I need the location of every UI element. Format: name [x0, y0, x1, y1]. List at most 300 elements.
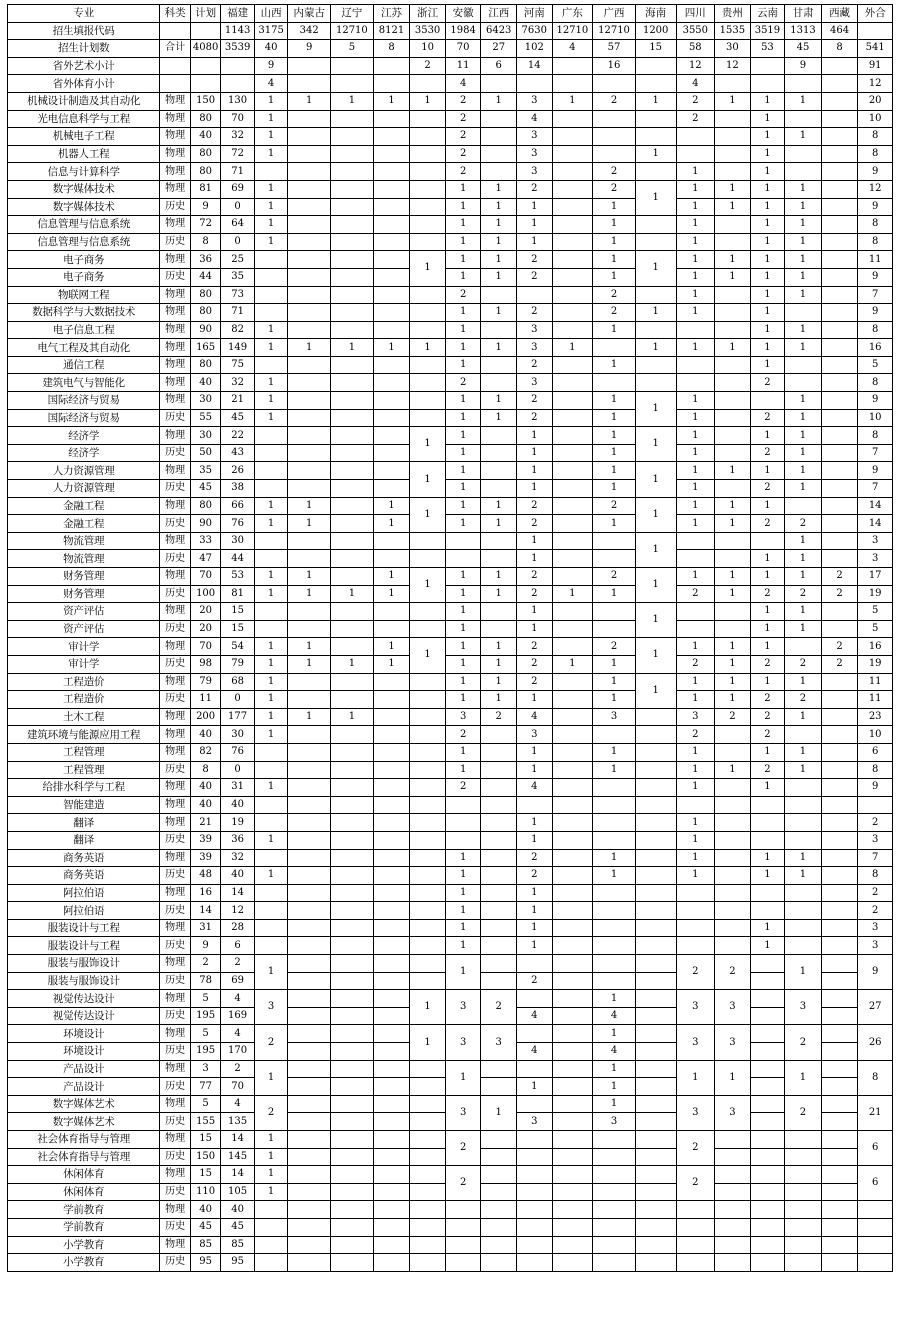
cell-neimenggu [288, 251, 331, 269]
cell-plan: 8 [190, 233, 220, 251]
merged-cell-shanxi: 3 [254, 990, 288, 1025]
table-row [8, 251, 893, 269]
cell-gansu: 1 [785, 92, 822, 110]
cell-major: 光电信息科学与工程 [8, 110, 160, 128]
cell-henan: 14 [516, 57, 552, 75]
cell-xizang [821, 110, 858, 128]
cell-subject: 历史 [160, 1254, 190, 1272]
cell-fujian: 68 [221, 673, 255, 691]
cell-guizhou [715, 216, 751, 234]
cell-plan: 31 [190, 919, 220, 937]
cell-shanxi [254, 1218, 288, 1236]
cell-sichuan: 2 [676, 110, 715, 128]
cell-jiangsu [373, 603, 410, 621]
cell-hainan [635, 1166, 676, 1184]
cell-guangxi [593, 75, 636, 93]
cell-plan: 40 [190, 128, 220, 146]
cell-guangdong [552, 990, 593, 1008]
cell-guangdong [552, 216, 593, 234]
cell-subject: 物理 [160, 1025, 190, 1043]
cell-yunnan: 1 [750, 620, 785, 638]
cell-xizang: 8 [821, 40, 858, 58]
merged-cell-zhejiang: 1 [410, 462, 446, 497]
cell-liaoning [331, 849, 374, 867]
cell-sichuan [676, 356, 715, 374]
cell-major: 翻译 [8, 831, 160, 849]
cell-fujian: 6 [221, 937, 255, 955]
cell-neimenggu [288, 849, 331, 867]
cell-shanxi: 1 [254, 497, 288, 515]
table-row [8, 761, 893, 779]
cell-fujian: 14 [221, 884, 255, 902]
cell-plan: 39 [190, 831, 220, 849]
cell-henan: 1 [516, 480, 552, 498]
cell-guangdong [552, 919, 593, 937]
cell-subject: 历史 [160, 1043, 190, 1061]
cell-guangdong [552, 1166, 593, 1184]
cell-zhejiang [410, 75, 446, 93]
cell-xizang [821, 796, 858, 814]
cell-fujian: 145 [221, 1148, 255, 1166]
cell-liaoning [331, 814, 374, 832]
cell-yunnan: 1 [750, 286, 785, 304]
merged-cell-hainan: 1 [635, 568, 676, 603]
cell-sichuan: 4 [676, 75, 715, 93]
cell-hainan [635, 884, 676, 902]
cell-neimenggu [288, 779, 331, 797]
cell-sichuan: 1 [676, 497, 715, 515]
cell-liaoning [331, 1078, 374, 1096]
cell-external: 10 [858, 110, 893, 128]
cell-shanxi: 1 [254, 638, 288, 656]
merged-cell-external: 9 [858, 955, 893, 990]
cell-yunnan [750, 1113, 785, 1131]
cell-guangdong [552, 145, 593, 163]
cell-external: 91 [858, 57, 893, 75]
cell-yunnan: 1 [750, 321, 785, 339]
cell-hainan [635, 1025, 676, 1043]
cell-guizhou: 1 [715, 462, 751, 480]
cell-neimenggu: 1 [288, 585, 331, 603]
cell-major: 机械设计制造及其自动化 [8, 92, 160, 110]
merged-cell-external: 27 [858, 990, 893, 1025]
cell-external: 16 [858, 638, 893, 656]
cell-subject: 历史 [160, 620, 190, 638]
cell-external: 23 [858, 708, 893, 726]
col-header-henan: 河南 [516, 5, 552, 23]
cell-hainan [635, 216, 676, 234]
cell-sichuan: 1 [676, 831, 715, 849]
cell-external: 8 [858, 427, 893, 445]
cell-major: 工程管理 [8, 761, 160, 779]
cell-jiangsu [373, 1218, 410, 1236]
cell-anhui [445, 1201, 481, 1219]
table-row [8, 163, 893, 181]
cell-jiangsu [373, 1201, 410, 1219]
cell-guangdong [552, 867, 593, 885]
cell-sichuan [676, 550, 715, 568]
cell-xizang [821, 128, 858, 146]
cell-shanxi [254, 937, 288, 955]
cell-anhui [445, 814, 481, 832]
cell-sichuan: 1 [676, 515, 715, 533]
cell-jiangxi [481, 128, 517, 146]
cell-guangxi: 1 [593, 1078, 636, 1096]
cell-external: 17 [858, 568, 893, 586]
cell-guangdong [552, 708, 593, 726]
cell-henan: 2 [516, 409, 552, 427]
merged-cell-jiangxi: 1 [481, 1095, 517, 1130]
cell-neimenggu [288, 1183, 331, 1201]
cell-external [858, 1254, 893, 1272]
cell-plan: 80 [190, 497, 220, 515]
merged-cell-external: 26 [858, 1025, 893, 1060]
cell-guizhou: 2 [715, 708, 751, 726]
merged-cell-guizhou: 3 [715, 1025, 751, 1060]
cell-neimenggu [288, 1236, 331, 1254]
cell-plan: 45 [190, 480, 220, 498]
cell-guizhou [715, 427, 751, 445]
cell-guangdong [552, 462, 593, 480]
cell-major: 资产评估 [8, 620, 160, 638]
cell-hainan [635, 1218, 676, 1236]
cell-major: 视觉传达设计 [8, 1007, 160, 1025]
cell-liaoning: 1 [331, 339, 374, 357]
merged-cell-zhejiang: 1 [410, 1025, 446, 1060]
cell-fujian: 76 [221, 743, 255, 761]
cell-subject: 物理 [160, 92, 190, 110]
cell-guangdong [552, 356, 593, 374]
cell-plan: 47 [190, 550, 220, 568]
cell-hainan [635, 1060, 676, 1078]
cell-guangxi: 2 [593, 163, 636, 181]
cell-anhui: 1 [445, 462, 481, 480]
cell-external: 8 [858, 145, 893, 163]
cell-major: 工程管理 [8, 743, 160, 761]
cell-jiangsu [373, 1131, 410, 1149]
table-row [8, 849, 893, 867]
cell-guangdong [552, 444, 593, 462]
cell-guizhou [715, 480, 751, 498]
table-row [8, 1254, 893, 1272]
cell-major: 产品设计 [8, 1078, 160, 1096]
cell-henan: 3 [516, 374, 552, 392]
cell-guangdong [552, 1007, 593, 1025]
cell-guizhou: 1 [715, 691, 751, 709]
table-row [8, 1236, 893, 1254]
cell-zhejiang [410, 128, 446, 146]
cell-major: 财务管理 [8, 585, 160, 603]
cell-guangdong [552, 796, 593, 814]
cell-guangdong [552, 550, 593, 568]
cell-liaoning [331, 620, 374, 638]
cell-sichuan: 2 [676, 585, 715, 603]
cell-yunnan: 1 [750, 638, 785, 656]
col-header-guangdong: 广东 [552, 5, 593, 23]
cell-fujian: 43 [221, 444, 255, 462]
cell-xizang [821, 304, 858, 322]
cell-plan: 35 [190, 462, 220, 480]
cell-guangdong [552, 392, 593, 410]
cell-liaoning: 1 [331, 585, 374, 603]
cell-external: 2 [858, 884, 893, 902]
cell-gansu [785, 145, 822, 163]
cell-jiangxi: 1 [481, 673, 517, 691]
cell-liaoning [331, 1007, 374, 1025]
cell-jiangsu [373, 198, 410, 216]
cell-guangdong [552, 75, 593, 93]
cell-neimenggu [288, 673, 331, 691]
cell-guangdong [552, 814, 593, 832]
cell-jiangsu [373, 427, 410, 445]
cell-shanxi [254, 796, 288, 814]
cell-jiangsu [373, 321, 410, 339]
cell-guizhou [715, 603, 751, 621]
cell-anhui [445, 831, 481, 849]
cell-jiangsu [373, 902, 410, 920]
cell-guizhou [715, 392, 751, 410]
cell-neimenggu [288, 691, 331, 709]
cell-xizang [821, 1236, 858, 1254]
cell-external: 8 [858, 321, 893, 339]
cell-shanxi: 1 [254, 233, 288, 251]
cell-shanxi: 1 [254, 180, 288, 198]
cell-external: 5 [858, 620, 893, 638]
cell-fujian: 0 [221, 198, 255, 216]
cell-major: 视觉传达设计 [8, 990, 160, 1008]
cell-gansu: 9 [785, 57, 822, 75]
cell-jiangxi [481, 796, 517, 814]
cell-liaoning: 12710 [331, 22, 374, 40]
cell-external: 8 [858, 374, 893, 392]
cell-hainan [635, 849, 676, 867]
cell-anhui [445, 532, 481, 550]
cell-guizhou [715, 321, 751, 339]
cell-external: 8 [858, 867, 893, 885]
cell-external: 5 [858, 356, 893, 374]
table-row [8, 796, 893, 814]
cell-guangdong [552, 1043, 593, 1061]
cell-plan: 78 [190, 972, 220, 990]
cell-xizang [821, 1131, 858, 1149]
cell-jiangsu [373, 1060, 410, 1078]
cell-sichuan: 1 [676, 638, 715, 656]
cell-jiangxi [481, 919, 517, 937]
cell-liaoning [331, 1113, 374, 1131]
cell-liaoning [331, 779, 374, 797]
cell-sichuan [676, 321, 715, 339]
table-row [8, 92, 893, 110]
cell-jiangxi: 1 [481, 691, 517, 709]
cell-xizang [821, 515, 858, 533]
cell-guangxi [593, 1148, 636, 1166]
cell-gansu [785, 75, 822, 93]
cell-henan: 2 [516, 392, 552, 410]
merged-cell-shanxi: 1 [254, 1060, 288, 1095]
cell-jiangsu [373, 796, 410, 814]
cell-fujian: 36 [221, 831, 255, 849]
cell-henan [516, 1148, 552, 1166]
cell-guangxi [593, 620, 636, 638]
cell-yunnan [750, 1166, 785, 1184]
merged-cell-external: 21 [858, 1095, 893, 1130]
cell-henan: 1 [516, 884, 552, 902]
cell-guangdong [552, 1025, 593, 1043]
cell-hainan [635, 233, 676, 251]
cell-plan: 16 [190, 884, 220, 902]
merged-cell-anhui: 3 [445, 1025, 481, 1060]
cell-zhejiang [410, 1148, 446, 1166]
cell-yunnan: 2 [750, 726, 785, 744]
cell-major: 产品设计 [8, 1060, 160, 1078]
cell-sichuan [676, 1236, 715, 1254]
cell-subject: 物理 [160, 216, 190, 234]
merged-cell-zhejiang: 1 [410, 990, 446, 1025]
cell-external [858, 1236, 893, 1254]
cell-anhui: 1 [445, 902, 481, 920]
cell-sichuan: 1 [676, 761, 715, 779]
cell-jiangsu [373, 145, 410, 163]
cell-liaoning [331, 392, 374, 410]
cell-guizhou [715, 902, 751, 920]
cell-liaoning [331, 1095, 374, 1113]
cell-neimenggu [288, 444, 331, 462]
cell-subject: 物理 [160, 321, 190, 339]
cell-henan: 4 [516, 1043, 552, 1061]
table-row [8, 937, 893, 955]
cell-liaoning [331, 356, 374, 374]
cell-liaoning [331, 286, 374, 304]
cell-guangdong [552, 1131, 593, 1149]
cell-plan [190, 75, 220, 93]
cell-major: 数字媒体技术 [8, 180, 160, 198]
table-row [8, 198, 893, 216]
cell-subject: 物理 [160, 1095, 190, 1113]
cell-liaoning [331, 550, 374, 568]
cell-guangxi [593, 937, 636, 955]
cell-yunnan: 1 [750, 462, 785, 480]
cell-major: 资产评估 [8, 603, 160, 621]
cell-yunnan [750, 1095, 785, 1113]
cell-shanxi: 1 [254, 110, 288, 128]
cell-guizhou: 1 [715, 655, 751, 673]
cell-sichuan: 1 [676, 409, 715, 427]
cell-zhejiang [410, 374, 446, 392]
cell-jiangsu [373, 550, 410, 568]
cell-shanxi: 1 [254, 409, 288, 427]
merged-cell-sichuan: 3 [676, 990, 715, 1025]
cell-guangxi: 2 [593, 568, 636, 586]
cell-anhui: 1 [445, 409, 481, 427]
cell-hainan [635, 743, 676, 761]
cell-jiangsu: 1 [373, 92, 410, 110]
cell-neimenggu [288, 392, 331, 410]
cell-plan: 200 [190, 708, 220, 726]
cell-neimenggu [288, 1218, 331, 1236]
cell-neimenggu [288, 867, 331, 885]
cell-guangxi: 1 [593, 321, 636, 339]
cell-anhui: 1 [445, 620, 481, 638]
cell-yunnan: 1 [750, 304, 785, 322]
cell-major: 省外体育小计 [8, 75, 160, 93]
cell-plan: 40 [190, 374, 220, 392]
cell-yunnan: 53 [750, 40, 785, 58]
cell-gansu [785, 919, 822, 937]
cell-xizang [821, 1254, 858, 1272]
cell-jiangsu [373, 374, 410, 392]
table-row [8, 268, 893, 286]
cell-guangdong [552, 57, 593, 75]
merged-cell-hainan: 1 [635, 251, 676, 286]
cell-neimenggu [288, 919, 331, 937]
cell-yunnan [750, 1131, 785, 1149]
cell-yunnan [750, 57, 785, 75]
cell-gansu [785, 814, 822, 832]
cell-major: 社会体育指导与管理 [8, 1131, 160, 1149]
cell-zhejiang [410, 708, 446, 726]
cell-xizang [821, 691, 858, 709]
cell-xizang [821, 75, 858, 93]
cell-xizang [821, 955, 858, 973]
cell-plan: 5 [190, 1025, 220, 1043]
cell-major: 给排水科学与工程 [8, 779, 160, 797]
cell-hainan [635, 990, 676, 1008]
cell-xizang [821, 497, 858, 515]
cell-major: 工程造价 [8, 673, 160, 691]
cell-gansu [785, 831, 822, 849]
cell-gansu: 1 [785, 339, 822, 357]
cell-guangdong [552, 603, 593, 621]
cell-fujian: 15 [221, 620, 255, 638]
cell-plan: 55 [190, 409, 220, 427]
cell-jiangxi [481, 761, 517, 779]
col-header-fujian: 福建 [221, 5, 255, 23]
cell-xizang [821, 409, 858, 427]
table-body [8, 22, 893, 1271]
cell-jiangsu [373, 233, 410, 251]
cell-jiangsu [373, 726, 410, 744]
cell-yunnan: 2 [750, 374, 785, 392]
cell-neimenggu [288, 902, 331, 920]
cell-zhejiang: 1 [410, 339, 446, 357]
cell-shanxi [254, 620, 288, 638]
cell-neimenggu [288, 1060, 331, 1078]
cell-external: 8 [858, 216, 893, 234]
cell-jiangsu [373, 867, 410, 885]
cell-guangxi: 3 [593, 1113, 636, 1131]
cell-jiangsu: 8121 [373, 22, 410, 40]
cell-anhui: 1 [445, 603, 481, 621]
cell-major: 电气工程及其自动化 [8, 339, 160, 357]
cell-subject: 物理 [160, 743, 190, 761]
cell-yunnan [750, 990, 785, 1008]
cell-jiangsu [373, 937, 410, 955]
cell-guangxi [593, 955, 636, 973]
cell-plan: 8 [190, 761, 220, 779]
cell-anhui: 1 [445, 585, 481, 603]
cell-zhejiang [410, 198, 446, 216]
cell-yunnan: 1 [750, 867, 785, 885]
cell-guangdong [552, 198, 593, 216]
cell-guangxi [593, 603, 636, 621]
cell-hainan [635, 708, 676, 726]
merged-cell-sichuan: 2 [676, 1166, 715, 1201]
cell-subject: 物理 [160, 251, 190, 269]
cell-subject: 物理 [160, 374, 190, 392]
cell-major: 数字媒体艺术 [8, 1095, 160, 1113]
cell-liaoning [331, 867, 374, 885]
cell-guangxi [593, 1218, 636, 1236]
